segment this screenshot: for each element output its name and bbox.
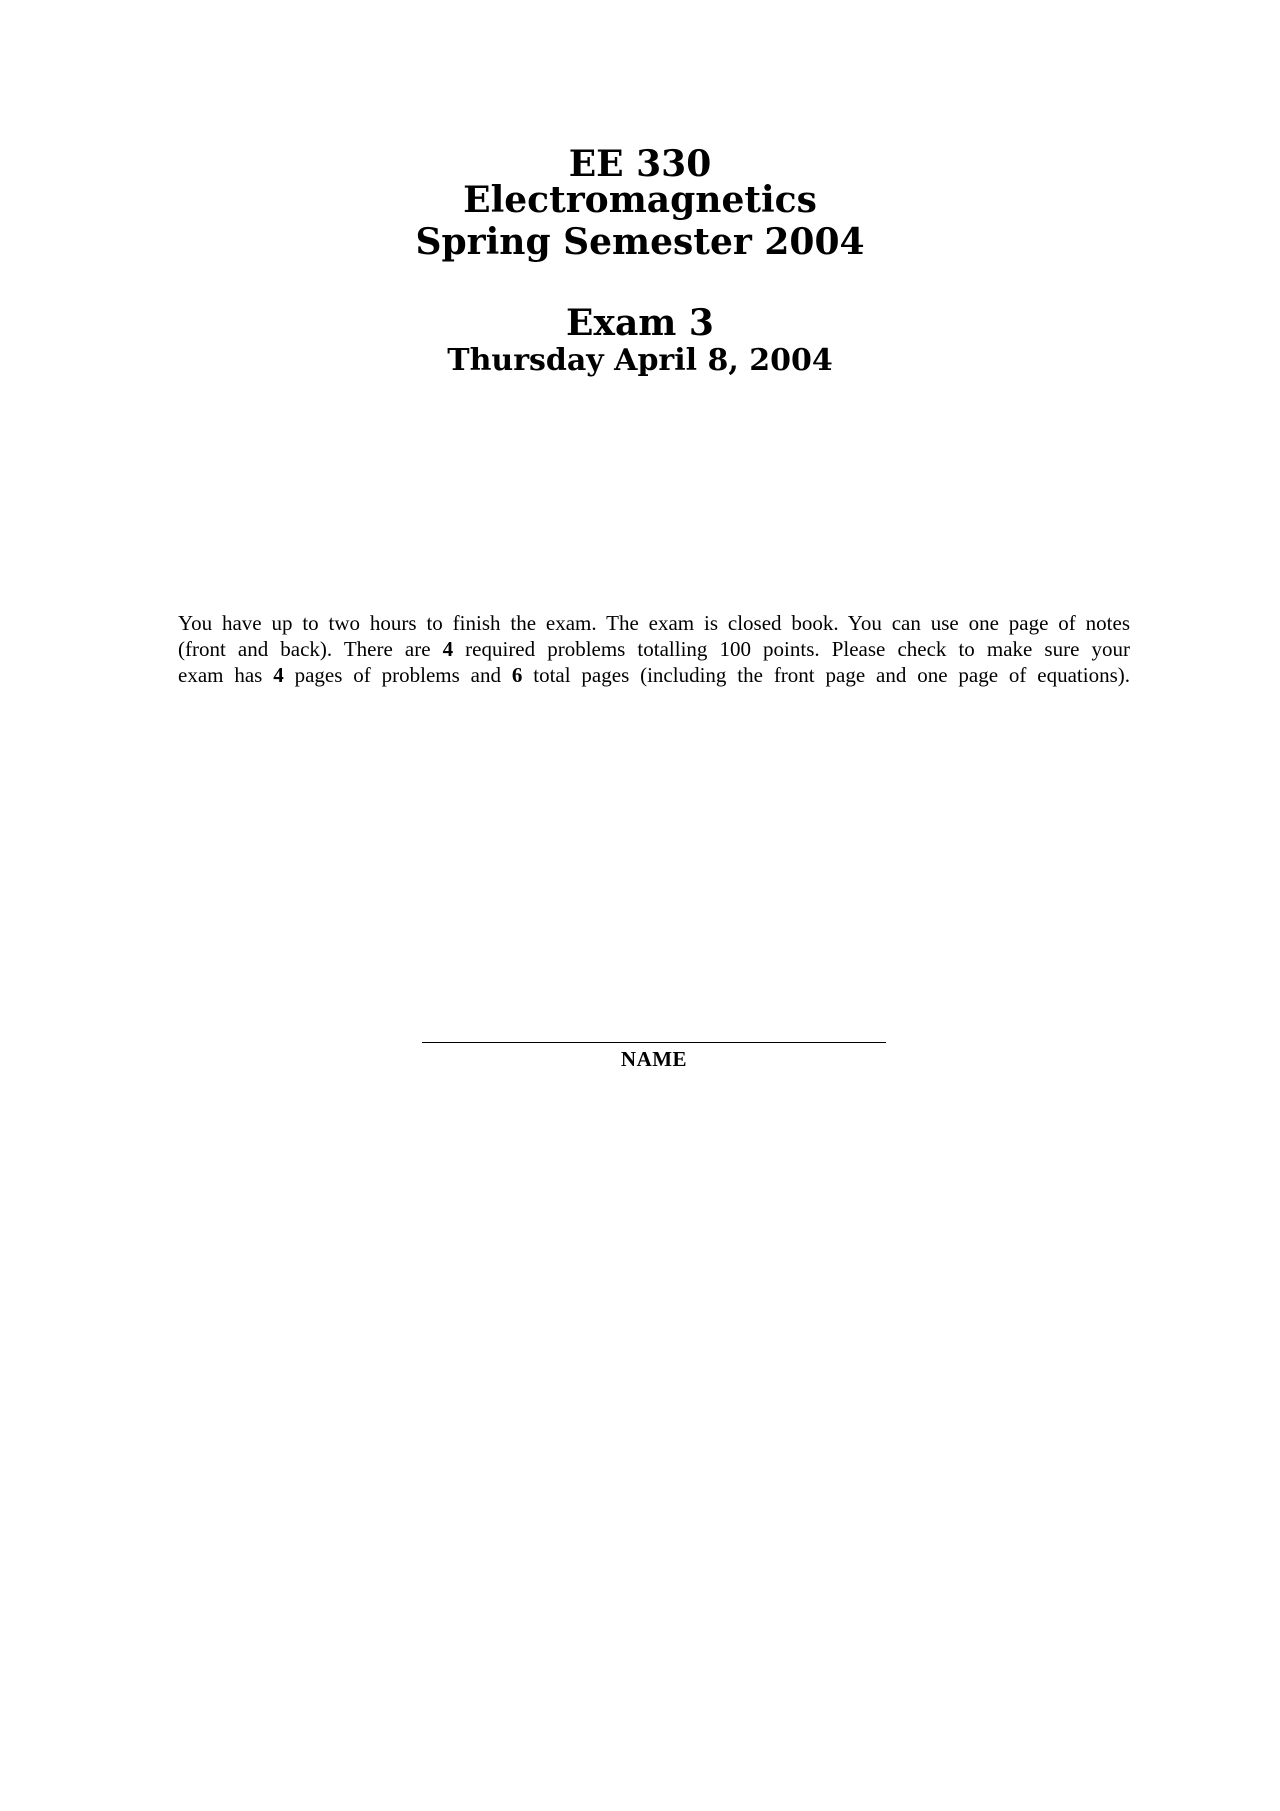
- instructions-line-2: [178, 636, 1130, 662]
- instructions-text: pages of problems and: [283, 663, 512, 687]
- exam-instructions: [178, 610, 1130, 688]
- problem-page-count: 4: [273, 663, 284, 687]
- instructions-text: You have up to two hours to finish the exam. The exam is closed book. You can use one page of notes: [178, 611, 1130, 635]
- instructions-line-3: [178, 662, 1130, 688]
- semester: Spring Semester 2004: [415, 221, 865, 263]
- course-name: Electromagnetics: [463, 179, 817, 221]
- exam-date: Thursday April 8, 2004: [447, 343, 833, 378]
- instructions-text: required problems totalling 100 points. Please check to make sure your: [453, 637, 1130, 661]
- exam-title: Exam 3: [566, 302, 714, 344]
- name-signature-line: [422, 1042, 886, 1043]
- total-page-count: 6: [511, 663, 523, 687]
- required-problem-count: 4: [442, 637, 454, 661]
- course-code: EE 330: [568, 143, 712, 185]
- name-label: NAME: [620, 1047, 688, 1071]
- instructions-line-1: [178, 610, 1130, 636]
- instructions-text: total pages (including the front page and one page of equations).: [522, 663, 1130, 687]
- instructions-text: (front and back). There are: [178, 637, 443, 661]
- instructions-text: exam has: [178, 663, 274, 687]
